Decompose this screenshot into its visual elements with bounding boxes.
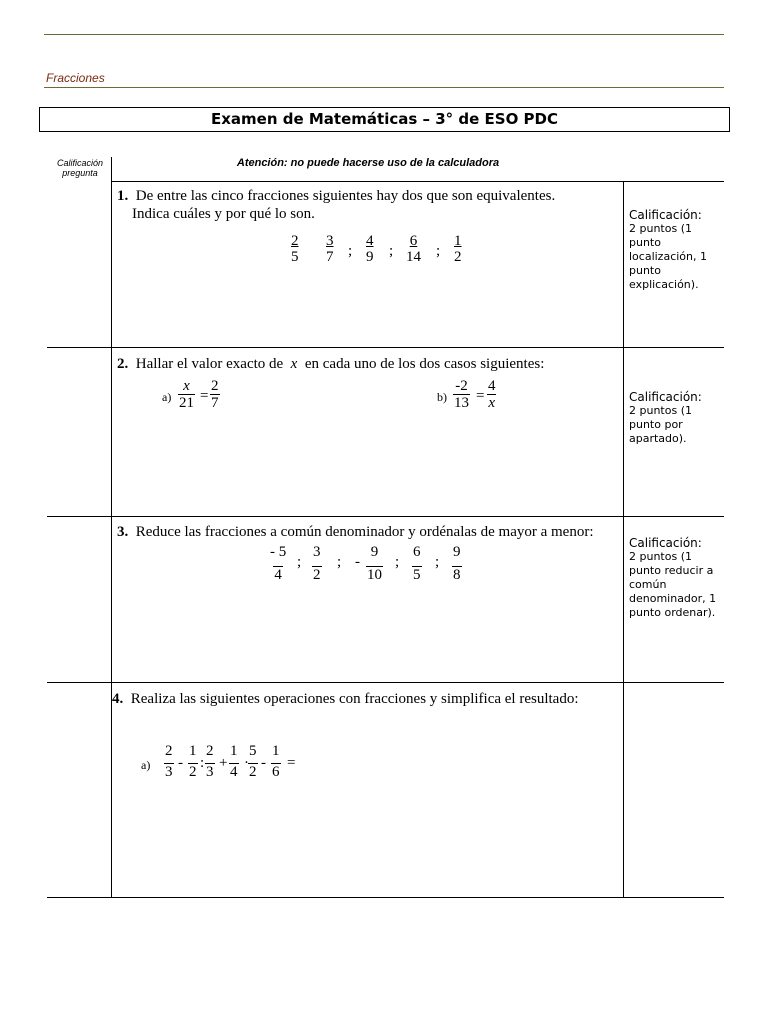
question-text: Hallar el valor exacto de	[135, 356, 284, 372]
question-number: 3.	[117, 524, 129, 540]
separator: ;	[337, 554, 342, 570]
fraction: $\frac{-2}{13}$	[454, 378, 469, 411]
grade-text: 2 puntos (1 punto por apartado).	[629, 404, 692, 445]
table-rule	[47, 682, 724, 683]
question-number: 4.	[112, 691, 124, 707]
fraction: $\frac{3}{7}$	[326, 233, 334, 265]
operator: +	[219, 755, 228, 771]
separator: ;	[435, 554, 440, 570]
operator: -	[261, 755, 266, 771]
part-label: a)	[162, 390, 172, 404]
fraction: $\frac{4}{x}$	[488, 378, 496, 411]
table-left-divider	[111, 157, 112, 898]
grade-column-header: Calificación pregunta	[56, 158, 104, 178]
question-text: De entre las cinco fracciones siguientes hay dos que son equivalentes.	[135, 188, 556, 204]
fraction: $\frac{2}{5}$	[291, 233, 299, 265]
grade-text: 2 puntos (1 punto localización, 1 punto explicación).	[629, 222, 707, 291]
fraction: $\frac{2}{3}$	[165, 743, 173, 780]
grade-note-1	[629, 208, 721, 292]
part-label: a)	[141, 758, 151, 772]
table-right-divider	[623, 181, 624, 898]
fraction: $\frac{1}{4}$	[230, 743, 238, 780]
fraction: $\frac{2}{7}$	[211, 378, 219, 411]
equals-sign: =	[200, 388, 209, 404]
equals-sign: =	[287, 755, 296, 771]
fraction: $\frac{1}{6}$	[272, 743, 280, 780]
fraction: $\frac{1}{2}$	[189, 743, 197, 780]
separator: ;	[436, 243, 441, 259]
separator: ;	[395, 554, 400, 570]
minus-sign: -	[355, 554, 360, 570]
table-rule	[47, 516, 724, 517]
question-text: en cada uno de los dos casos siguientes:	[304, 356, 545, 372]
operator: -	[178, 755, 183, 771]
header-rule-top	[44, 34, 724, 35]
fraction: $\frac{1}{2}$	[454, 233, 462, 265]
fraction: $\frac{9}{8}$	[453, 544, 461, 583]
question-text: Indica cuáles y por qué lo son.	[132, 206, 315, 222]
separator: ;	[389, 243, 394, 259]
calculator-notice: Atención: no puede hacerse uso de la calculadora	[236, 157, 500, 169]
operator: ·	[244, 755, 249, 771]
question-2-text	[117, 355, 617, 373]
question-text: Reduce las fracciones a común denominador y ordénalas de mayor a menor:	[135, 524, 594, 540]
question-text: Realiza las siguientes operaciones con fracciones y simplifica el resultado:	[130, 691, 579, 707]
grade-note-3	[629, 536, 721, 620]
fraction: $\frac{4}{9}$	[366, 233, 374, 265]
fraction: $\frac{6}{14}$	[406, 233, 421, 265]
grade-title: Calificación:	[629, 536, 702, 550]
fraction: $\frac{9}{10}$	[367, 544, 382, 583]
fraction: $\frac{x}{21}$	[179, 378, 194, 411]
table-rule	[111, 181, 724, 182]
question-4-text	[112, 690, 622, 708]
header-subject: Fracciones	[46, 71, 105, 85]
exam-title: Examen de Matemáticas – 3° de ESO PDC	[39, 107, 730, 132]
question-3-text	[117, 523, 622, 541]
fraction: $\frac{3}{2}$	[313, 544, 321, 583]
header-rule-bottom	[44, 87, 724, 88]
table-rule	[47, 347, 724, 348]
table-rule	[47, 897, 724, 898]
question-1-text	[117, 187, 617, 223]
separator: ;	[348, 243, 353, 259]
variable: x	[290, 356, 298, 372]
question-number: 1.	[117, 188, 129, 204]
part-label: b)	[437, 390, 447, 404]
operator: :	[200, 755, 205, 771]
fraction: $\frac{6}{5}$	[413, 544, 421, 583]
grade-text: 2 puntos (1 punto reducir a común denominador, 1 punto ordenar).	[629, 550, 717, 619]
fraction: $\frac{5}{2}$	[249, 743, 257, 780]
fraction: $\frac{2}{3}$	[206, 743, 214, 780]
fraction: $\frac{- 5}{4}$	[270, 544, 287, 583]
grade-title: Calificación:	[629, 390, 702, 404]
grade-note-2	[629, 390, 721, 446]
grade-title: Calificación:	[629, 208, 702, 222]
separator: ;	[297, 554, 302, 570]
equals-sign: =	[476, 388, 485, 404]
question-number: 2.	[117, 356, 129, 372]
